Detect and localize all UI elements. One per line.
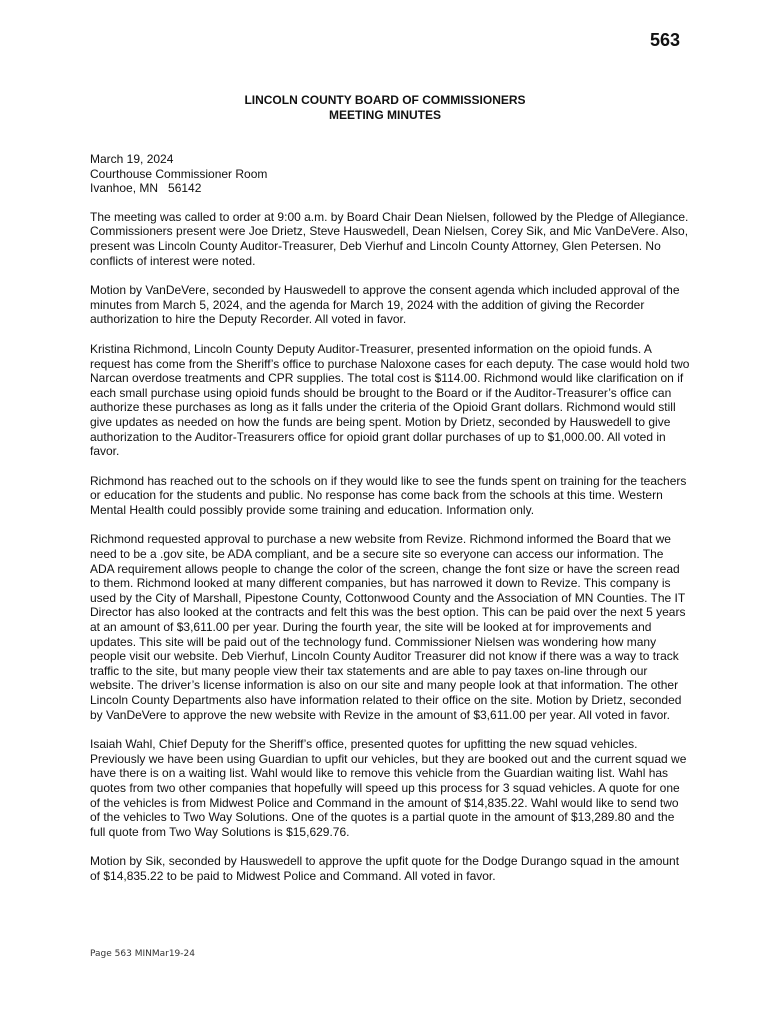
page-number: 563	[649, 30, 680, 50]
meeting-location: Courthouse Commissioner Room	[90, 166, 268, 181]
paragraph-opioid-funds: Kristina Richmond, Lincoln County Deputy Auditor-Treasurer, presented information on the opioid funds. A request has come from the Sheriff’s office to purchase Naloxone cases for each deputy. The case would hold two Narcan overdose treatments and CPR supplies. The total cost is $114.00. Richmond would like clarification on if each small purchase using opioid funds should be brought to the Board or if the Auditor-Treasurer’s office can authorize these purchases as long as it falls under the criteria of the Opioid Grant dollars. Richmond would still give updates as needed on how the funds are being spent. Motion by Drietz, seconded by Hauswedell to give authorization to the Auditor-Treasurers office for opioid grant dollar purchases of up to $1,000.00. All voted in favor.	[90, 341, 690, 459]
meeting-date: March 19, 2024	[90, 152, 174, 166]
title-line-2: MEETING MINUTES	[328, 108, 441, 122]
paragraph-call-to-order: The meeting was called to order at 9:00 a.m. by Board Chair Dean Nielsen, followed by the Pledge of Allegiance. Commissioners present were Joe Drietz, Steve Hauswedell, Dean Nielsen, Corey Sik, and Mic VanDeVere. Also, present was Lincoln County Auditor-Treasurer, Deb Vierhuf and Lincoln County Attorney, Glen Petersen. No conflicts of interest were noted.	[90, 209, 689, 268]
paragraph-schools: Richmond has reached out to the schools on if they would like to see the funds spent on training for the teachers or education for the students and public. No response has come back from the schools at this time. Western Mental Health could possibly provide some training and education. Information only.	[90, 473, 687, 517]
meeting-city: Ivanhoe, MN 56142	[90, 181, 202, 196]
paragraph-upfit-motion: Motion by Sik, seconded by Hauswedell to approve the upfit quote for the Dodge Durango squad in the amount of $14,835.22 to be paid to Midwest Police and Command. All voted in favor.	[90, 854, 680, 883]
paragraph-website: Richmond requested approval to purchase a new website from Revize. Richmond informed the Board that we need to be a .gov site, be ADA compliant, and be a secure site so everyone can access our information. The ADA requirement allows people to change the color of the screen, change the font size or have the screen read to them. Richmond looked at many different companies, but has narrowed it down to Revize. This company is used by the City of Marshall, Pipestone County, Cottonwood County and the Association of MN Counties. The IT Director has also looked at the contracts and felt this was the best option. This can be paid over the next 5 years at an amount of $3,611.00 per year. During the fourth year, the site will be looked at for improvements and updates. This site will be paid out of the technology fund. Commissioner Nielsen was wondering how many people visit our website. Deb Vierhuf, Lincoln County Auditor Treasurer did not know if there was a way to track traffic to the site, but many people view their tax statements and are able to pay taxes on-line through our website. The driver’s license information is also on our site and many people look at that information. The other Lincoln County Departments also have information related to their office on the site. Motion by Drietz, seconded by VanDeVere to approve the new website with Revize in the amount of $3,611.00 per year. All voted in favor.	[90, 532, 686, 722]
title-line-1: LINCOLN COUNTY BOARD OF COMMISSIONERS	[244, 93, 526, 107]
meeting-info	[90, 152, 690, 196]
paragraph-squad-vehicles: Isaiah Wahl, Chief Deputy for the Sheriff’s office, presented quotes for upfitting the new squad vehicles. Previously we have been using Guardian to upfit our vehicles, but they are booked out and the current squad we have there is on a waiting list. Wahl would like to remove this vehicle from the Guardian waiting list. Wahl has quotes from two other companies that hopefully will speed up this process for 3 squad vehicles. A quote for one of the vehicles is from Midwest Police and Command in the amount of $14,835.22. Wahl would like to send two of the vehicles to Two Way Solutions. One of the quotes is a partial quote in the amount of $13,289.80 and the full quote from Two Way Solutions is $15,629.76.	[90, 737, 687, 839]
document-title	[0, 93, 770, 123]
page-footer: Page 563 MINMar19-24	[90, 949, 195, 959]
document-body	[90, 152, 690, 899]
paragraph-consent-agenda: Motion by VanDeVere, seconded by Hauswedell to approve the consent agenda which included approval of the minutes from March 5, 2024, and the agenda for March 19, 2024 with the addition of giving the Recorder authorization to hire the Deputy Recorder. All voted in favor.	[90, 283, 680, 327]
